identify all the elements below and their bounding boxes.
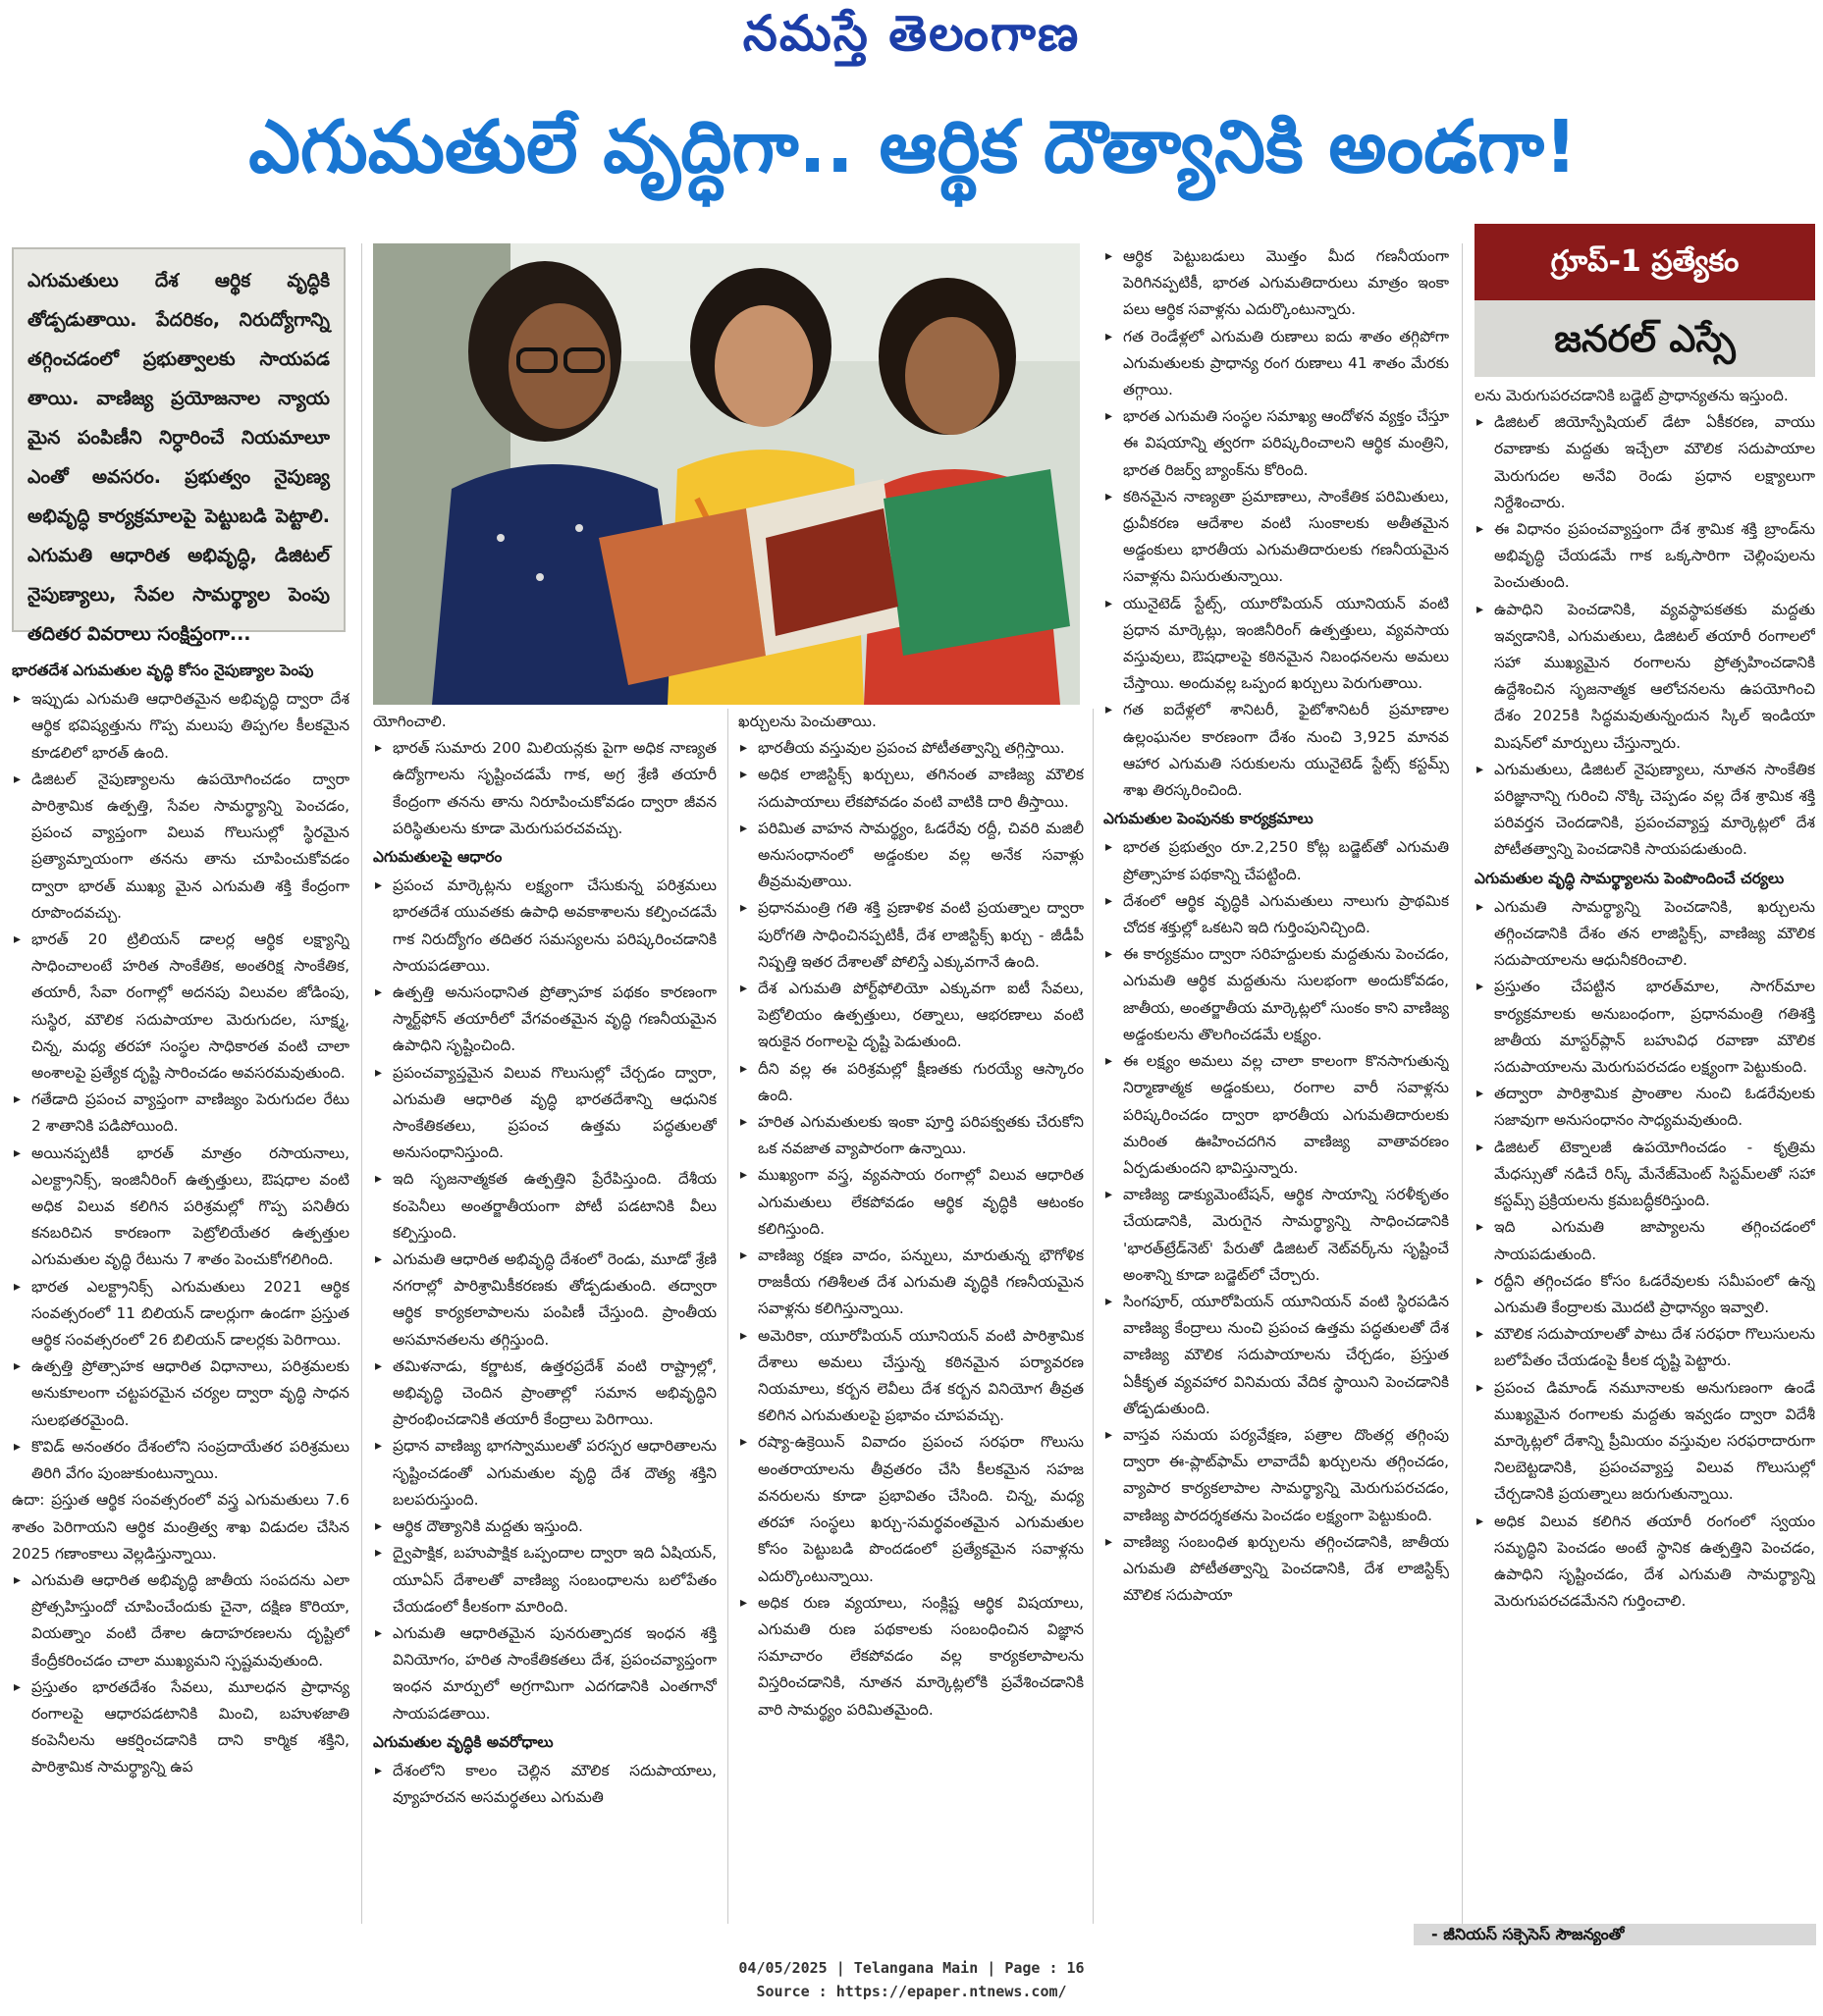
list-item: ▸ తద్వారా పారిశ్రామిక ప్రాంతాల నుంచి ఓడరేవులకు సజావుగా అనుసంధానం సాధ్యమవుతుంది. xyxy=(1474,1081,1815,1134)
students-reading-photo xyxy=(373,243,1080,705)
list-item: ▸ ఎగుమతులు, డిజిటల్ నైపుణ్యాలు, నూతన సాంకేతిక పరిజ్ఞానాన్ని గురించి నొక్కి చెప్పడం వల్ల దేశ శ్రామిక శక్తి పరివర్తన చెందడానికి, ప్రపంచవ్యాప్త మార్కెట్లలో దేశ పోటీతత్వాన్ని పెంచడానికి సాయపడుతుంది. xyxy=(1474,757,1815,864)
general-essay-badge: జనరల్ ఎస్సే xyxy=(1474,300,1815,377)
section-heading: ఎగుమతుల వృద్ధి సామర్థ్యాలను పెంపొందించే చర్యలు xyxy=(1474,869,1785,887)
section-heading: ఎగుమతులపై ఆధారం xyxy=(373,848,503,867)
column-5 xyxy=(1474,383,1815,1920)
list-item: ▸ ఇది ఎగుమతి జాప్యాలను తగ్గించడంలో సాయపడుతుంది. xyxy=(1474,1214,1815,1267)
list-item: ▸ ప్రస్తుతం చేపట్టిన భారత్‌మాల, సాగర్‌మాల కార్యక్రమాలకు అనుబంధంగా, ప్రధానమంత్రి గతిశక్తి జాతీయ మాస్టర్‌ప్లాన్ బహువిధ రవాణా మౌలిక సదుపాయాలను మెరుగుపరచడం లక్ష్యంగా పెట్టుకుంది. xyxy=(1474,974,1815,1081)
list-item: ▸ ఈ లక్ష్యం అమలు వల్ల చాలా కాలంగా కొనసాగుతున్న నిర్మాణాత్మక అడ్డంకులు, రంగాల వారీ సవాళ్లను పరిష్కరించడం ద్వారా భారతీయ ఎగుమతిదారులకు మరింత ఊహించదగిన వాణిజ్య వాతావరణం ఏర్పడుతుందని భావిస్తున్నారు. xyxy=(1103,1048,1449,1182)
article-headline: ఎగుమతులే వృద్ధిగా.. ఆర్థిక దౌత్యానికి అండగా! xyxy=(248,105,1578,189)
list-item: ▸ అధిక రుణ వ్యయాలు, సంక్లిష్ట ఆర్థిక విషయాలు, ఎగుమతి రుణ పథకాలకు సంబంధించిన విజ్ఞాన సమాచారం లేకపోవడం వల్ల కార్యకలాపాలను విస్తరించడానికి, నూతన మార్కెట్లలోకి ప్రవేశించడానికి వారి సామర్థ్యం పరిమితమైంది. xyxy=(738,1590,1084,1724)
list-item: ▸ కొవిడ్ అనంతరం దేశంలోని సంప్రదాయేతర పరిశ్రమలు తిరిగి వేగం పుంజుకుంటున్నాయి. xyxy=(12,1434,349,1487)
column-divider xyxy=(361,243,362,1924)
column-3 xyxy=(738,709,1084,1924)
list-item: ▸ దేశ ఎగుమతి పోర్ట్‌ఫోలియో ఎక్కువగా ఐటీ సేవలు, పెట్రోలియం ఉత్పత్తులు, రత్నాలు, ఆభరణాలు వంటి ఇరుకైన రంగాలపై దృష్టి పెడుతుంది. xyxy=(738,976,1084,1056)
list-item: ▸ ఎగుమతి ఆధారిత అభివృద్ధి జాతీయ సంపదను ఎలా ప్రోత్సహిస్తుందో చూపించేందుకు చైనా, దక్షిణ కొరియా, వియత్నాం వంటి దేశాల ఉదాహరణలను దృష్టిలో కేంద్రీకరించడం చాలా ముఖ్యమని స్పష్టమవుతుంది. xyxy=(12,1567,349,1674)
list-item: ▸ రష్యా-ఉక్రెయిన్ వివాదం ప్రపంచ సరఫరా గొలుసు అంతరాయాలను తీవ్రతరం చేసి కీలకమైన సహజ వనరులను కూడా ప్రభావితం చేసింది. చిన్న, మధ్య తరహా సంస్థలు ఖర్చు-సమర్థవంతమైన ఎగుమతుల కోసం పెట్టుబడి పొందడంలో ప్రత్యేకమైన సవాళ్లను ఎదుర్కొంటున్నాయి. xyxy=(738,1429,1084,1589)
footer-date-page: 04/05/2025 | Telangana Main | Page : 16 xyxy=(738,1959,1085,1977)
list-item: ▸ ముఖ్యంగా వస్త్ర, వ్యవసాయ రంగాల్లో విలువ ఆధారిత ఎగుమతులు లేకపోవడం ఆర్థిక వృద్ధికి ఆటంకం కలిగిస్తుంది. xyxy=(738,1162,1084,1243)
list-item: ▸ భారత ఎగుమతి సంస్థల సమాఖ్య ఆందోళన వ్యక్తం చేస్తూ ఈ విషయాన్ని త్వరగా పరిష్కరించాలని ఆర్థిక మంత్రిని, భారత రిజర్వ్ బ్యాంక్‌ను కోరింది. xyxy=(1103,403,1449,484)
list-item: ▸ గత రెండేళ్లలో ఎగుమతి రుణాలు ఐదు శాతం తగ్గిపోగా ఎగుమతులకు ప్రాధాన్య రంగ రుణాలు 41 శాతం మేరకు తగ్గాయి. xyxy=(1103,324,1449,404)
list-item: ▸ భారత్ సుమారు 200 మిలియన్లకు పైగా అధిక నాణ్యత ఉద్యోగాలను సృష్టించడమే గాక, అగ్ర శ్రేణి తయారీ కేంద్రంగా తనను తాను నిరూపించుకోవడం ద్వారా జీవన పరిస్థితులను కూడా మెరుగుపరచవచ్చు. xyxy=(373,735,717,842)
list-item: ▸ ప్రపంచవ్యాప్తమైన విలువ గొలుసుల్లో చేర్చడం ద్వారా, ఎగుమతి ఆధారిత వృద్ధి భారతదేశాన్ని ఆధునిక సాంకేతికతలు, ప్రపంచ ఉత్తమ పద్ధతులతో అనుసంధానిస్తుంది. xyxy=(373,1060,717,1167)
footer-source-link[interactable]: Source : https://epaper.ntnews.com/ xyxy=(756,1983,1067,2000)
list-item: ▸ భారత ఎలక్ట్రానిక్స్ ఎగుమతులు 2021 ఆర్థిక సంవత్సరంలో 11 బిలియన్ డాలర్లుగా ఉండగా ప్రస్తుత ఆర్థిక సంవత్సరంలో 26 బిలియన్ డాలర్లకు పెరిగాయి. xyxy=(12,1274,349,1354)
list-item: ▸ ఎగుమతి ఆధారితమైన పునరుత్పాదక ఇంధన శక్తి వినియోగం, హరిత సాంకేతికతలు దేశ, ప్రపంచవ్యాప్తంగా ఇంధన మార్పులో అగ్రగామిగా ఎదగడానికి ఎంతగానో సాయపడతాయి. xyxy=(373,1620,717,1727)
list-item: ▸ మౌలిక సదుపాయాలతో పాటు దేశ సరఫరా గొలుసులను బలోపేతం చేయడంపై కీలక దృష్టి పెట్టారు. xyxy=(1474,1321,1815,1374)
column-divider xyxy=(727,709,728,1924)
list-item: ▸ ఉత్పత్తి ప్రోత్సాహక ఆధారిత విధానాలు, పరిశ్రమలకు అనుకూలంగా చట్టపరమైన చర్యల ద్వారా వృద్ధి సాధన సులభతరమైంది. xyxy=(12,1353,349,1434)
list-item: ▸ డిజిటల్ జియోస్పేషియల్ డేటా ఏకీకరణ, వాయు రవాణాకు మద్దతు ఇచ్చేలా మౌలిక సదుపాయాల మెరుగుదల అనేవి రెండు ప్రధాన లక్ష్యాలుగా నిర్దేశించారు. xyxy=(1474,409,1815,516)
list-item: ▸ హరిత ఎగుమతులకు ఇంకా పూర్తి పరిపక్వతకు చేరుకోని ఒక నవజాత వ్యాపారంగా ఉన్నాయి. xyxy=(738,1109,1084,1162)
list-item: ▸ యునైటెడ్ స్టేట్స్, యూరోపియన్ యూనియన్ వంటి ప్రధాన మార్కెట్లు, ఇంజినీరింగ్ ఉత్పత్తులు, వ్యవసాయ వస్తువులు, ఔషధాలపై కఠినమైన నిబంధనలను అమలు చేస్తాయి. అందువల్ల ఒప్పంద ఖర్చులు పెరుగుతాయి. xyxy=(1103,591,1449,698)
list-item: ▸ ఉపాధిని పెంచడానికి, వ్యవస్థాపకతకు మద్దతు ఇవ్వడానికి, ఎగుమతులు, డిజిటల్ తయారీ రంగాలలో సహా ముఖ్యమైన రంగాలను ప్రోత్సహించడానికి ఉద్దేశించిన సృజనాత్మక ఆలోచనలను ఉపయోగించి దేశం 2025కి సిద్ధమవుతున్నందున స్కిల్ ఇండియా మిషన్‌లో మార్పులు చేస్తున్నారు. xyxy=(1474,597,1815,757)
column-4 xyxy=(1103,243,1449,1924)
continued-text: లను మెరుగుపరచడానికి బడ్జెట్ ప్రాధాన్యతను ఇస్తుంది. xyxy=(1474,387,1789,404)
list-item: ▸ ఎగుమతి ఆధారిత అభివృద్ధి దేశంలో రెండు, మూడో శ్రేణి నగరాల్లో పారిశ్రామికీకరణకు తోడ్పడుతుంది. తద్వారా ఆర్థిక కార్యకలాపాలను పంపిణీ చేస్తుంది. ప్రాంతీయ అసమానతలను తగ్గిస్తుంది. xyxy=(373,1247,717,1353)
list-item: ▸ అధిక విలువ కలిగిన తయారీ రంగంలో స్వయం సమృద్ధిని పెంచడం అంటే స్థానిక ఉత్పత్తిని పెంచడం, ఉపాధిని సృష్టించడం, దేశ ఎగుమతి సామర్థ్యాన్ని మెరుగుపరచడమేనని గుర్తించాలి. xyxy=(1474,1509,1815,1616)
list-item: ▸ తమిళనాడు, కర్ణాటక, ఉత్తరప్రదేశ్ వంటి రాష్ట్రాల్లో, అభివృద్ధి చెందిన ప్రాంతాల్లో సమాన అభివృద్ధిని ప్రారంభించడానికి తయారీ కేంద్రాలు పెరిగాయి. xyxy=(373,1353,717,1434)
list-item: ▸ భారతీయ వస్తువుల ప్రపంచ పోటీతత్వాన్ని తగ్గిస్తాయి. xyxy=(738,735,1084,762)
column-1 xyxy=(12,656,349,1924)
article-photo xyxy=(373,243,1080,705)
list-item: ▸ వాణిజ్య రక్షణ వాదం, పన్నులు, మారుతున్న భౌగోళిక రాజకీయ గతిశీలత దేశ ఎగుమతి వృద్ధికి గణనీయమైన సవాళ్లను కలిగిస్తున్నాయి. xyxy=(738,1243,1084,1323)
section-heading: ఎగుమతుల వృద్ధికి అవరోధాలు xyxy=(373,1732,554,1751)
column-divider xyxy=(1462,243,1463,1924)
example-paragraph: ఉదా: ప్రస్తుత ఆర్థిక సంవత్సరంలో వస్త్ర ఎగుమతులు 7.6 శాతం పెరిగాయని ఆర్థిక మంత్రిత్వ శాఖ విడుదల చేసిన 2025 గణాంకాలు వెల్లడిస్తున్నాయి. xyxy=(12,1491,349,1563)
list-item: ▸ ఈ కార్యక్రమం ద్వారా సరిహద్దులకు మద్దతును పెంచడం, ఎగుమతి ఆర్థిక మద్దతును సులభంగా అందుకోవడం, జాతీయ, అంతర్జాతీయ మార్కెట్లలో సుంకం కాని వాణిజ్య అడ్డంకులను తొలగించడమే లక్ష్యం. xyxy=(1103,941,1449,1048)
list-item: ▸ ప్రస్తుతం భారతదేశం సేవలు, మూలధన ప్రాధాన్య రంగాలపై ఆధారపడటానికి మించి, బహుళజాతి కంపెనీలను ఆకర్షించడానికి దాని కార్మిక శక్తిని, పారిశ్రామిక సామర్థ్యాన్ని ఉప xyxy=(12,1674,349,1781)
list-item: ▸ డిజిటల్ టెక్నాలజీ ఉపయోగించడం - కృత్రిమ మేధస్సుతో నడిచే రిస్క్ మేనేజ్‌మెంట్ సిస్టమ్‌లతో సహా కస్టమ్స్ ప్రక్రియలను క్రమబద్ధీకరిస్తుంది. xyxy=(1474,1135,1815,1215)
list-item: ▸ ప్రధాన వాణిజ్య భాగస్వాములతో పరస్పర ఆధారితాలను సృష్టించడంతో ఎగుమతుల వృద్ధి దేశ దౌత్య శక్తిని బలపరుస్తుంది. xyxy=(373,1433,717,1513)
list-item: ▸ ప్రపంచ డిమాండ్ నమూనాలకు అనుగుణంగా ఉండే ముఖ్యమైన రంగాలకు మద్దతు ఇవ్వడం ద్వారా విదేశీ మార్కెట్లలో దేశాన్ని ప్రీమియం వస్తువుల సరఫరాదారుగా నిలబెట్టడానికి, ప్రపంచవ్యాప్త విలువ గొలుసుల్లో చేర్చడానికి ప్రయత్నాలు జరుగుతున్నాయి. xyxy=(1474,1375,1815,1509)
continued-text: ఖర్చులను పెంచుతాయి. xyxy=(738,713,877,730)
list-item: ▸ ఎగుమతి సామర్థ్యాన్ని పెంచడానికి, ఖర్చులను తగ్గించడానికి దేశం తన లాజిస్టిక్స్, వాణిజ్య మౌలిక సదుపాయాలను ఆధునీకరించాలి. xyxy=(1474,894,1815,975)
list-item: ▸ కఠినమైన నాణ్యతా ప్రమాణాలు, సాంకేతిక పరిమితులు, ధ్రువీకరణ ఆదేశాల వంటి సుంకాలకు అతీతమైన అడ్డంకులు భారతీయ ఎగుమతిదారులకు గణనీయమైన సవాళ్లను విసురుతున్నాయి. xyxy=(1103,484,1449,591)
list-item: ▸ రద్దీని తగ్గించడం కోసం ఓడరేవులకు సమీపంలో ఉన్న ఎగుమతి కేంద్రాలకు మొదటి ప్రాధాన్యం ఇవ్వాలి. xyxy=(1474,1268,1815,1321)
list-item: ▸ ప్రపంచ మార్కెట్లను లక్ష్యంగా చేసుకున్న పరిశ్రమలు భారతదేశ యువతకు ఉపాధి అవకాశాలను కల్పించడమే గాక నిరుద్యోగం తదితర సమస్యలను పరిష్కరించడానికి సాయపడతాయి. xyxy=(373,873,717,980)
list-item: ▸ ప్రధానమంత్రి గతి శక్తి ప్రణాళిక వంటి ప్రయత్నాల ద్వారా పురోగతి సాధించినప్పటికీ, దేశ లాజిస్టిక్స్ ఖర్చు - జీడీపీ నిష్పత్తి ఇతర దేశాలతో పోలిస్తే ఎక్కువగానే ఉంది. xyxy=(738,895,1084,976)
section-heading: ఎగుమతుల పెంపునకు కార్యక్రమాలు xyxy=(1103,810,1314,828)
list-item: ▸ గతేడాది ప్రపంచ వ్యాప్తంగా వాణిజ్యం పెరుగుదల రేటు 2 శాతానికి పడిపోయింది. xyxy=(12,1087,349,1140)
section-heading: భారతదేశ ఎగుమతుల వృద్ధి కోసం నైపుణ్యాల పెంపు xyxy=(12,662,314,679)
list-item: ▸ ద్వైపాక్షిక, బహుపాక్షిక ఒప్పందాల ద్వారా ఇది ఏషియన్, యూఏస్ దేశాలతో వాణిజ్య సంబంధాలను బలోపేతం చేయడంలో కీలకంగా మారింది. xyxy=(373,1540,717,1620)
list-item: ▸ గత ఐదేళ్లలో శానిటరీ, ఫైటోశానిటరీ ప్రమాణాల ఉల్లంఘనల కారణంగా దేశం నుంచి 3,925 మానవ ఆహార ఎగుమతి సరుకులను యునైటెడ్ స్టేట్స్ కస్టమ్స్ శాఖ తిరస్కరించింది. xyxy=(1103,697,1449,804)
list-item: ▸ దేశంలో ఆర్థిక వృద్ధికి ఎగుమతులు నాలుగు ప్రాథమిక చోదక శక్తుల్లో ఒకటని ఇది గుర్తింపునిచ్చింది. xyxy=(1103,888,1449,941)
list-item: ▸ ఇది సృజనాత్మకత ఉత్పత్తిని ప్రేరేపిస్తుంది. దేశీయ కంపెనీలు అంతర్జాతీయంగా పోటీ పడటానికి వీలు కల్పిస్తుంది. xyxy=(373,1166,717,1247)
list-item: ▸ వాణిజ్య సంబంధిత ఖర్చులను తగ్గించడానికి, జాతీయ ఎగుమతి పోటీతత్వాన్ని పెంచడానికి, దేశ లాజిస్టిక్స్ మౌలిక సదుపాయా xyxy=(1103,1529,1449,1610)
list-item: ▸ ఆర్థిక దౌత్యానికి మద్దతు ఇస్తుంది. xyxy=(373,1513,717,1540)
list-item: ▸ అయినప్పటికీ భారత్ మాత్రం రసాయనాలు, ఎలక్ట్రానిక్స్, ఇంజినీరింగ్ ఉత్పత్తులు, ఔషధాల వంటి అధిక విలువ కలిగిన పరిశ్రమల్లో గొప్ప పనితీరు కనబరిచిన కారణంగా పెట్రోలియేతర ఉత్పత్తుల ఎగుమతుల వృద్ధి రేటును 7 శాతం పెంచుకోగలిగింది. xyxy=(12,1141,349,1274)
masthead-logo: నమస్తే తెలంగాణ xyxy=(742,4,1081,62)
list-item: ▸ ఆర్థిక పెట్టుబడులు మొత్తం మీద గణనీయంగా పెరిగినప్పటికీ, భారత ఎగుమతిదారులు మాత్రం ఇంకా పలు ఆర్థిక సవాళ్లను ఎదుర్కొంటున్నారు. xyxy=(1103,243,1449,324)
list-item: ▸ ఈ విధానం ప్రపంచవ్యాప్తంగా దేశ శ్రామిక శక్తి బ్రాండ్‌ను అభివృద్ధి చేయడమే గాక ఒక్కసారిగా చెల్లింపులను పెంచుతుంది. xyxy=(1474,516,1815,597)
list-item: ▸ ఇప్పుడు ఎగుమతి ఆధారితమైన అభివృద్ధి ద్వారా దేశ ఆర్థిక భవిష్యత్తును గొప్ప మలుపు తిప్పగల కీలకమైన కూడలిలో భారత్ ఉంది. xyxy=(12,686,349,767)
continued-text: యోగించాలి. xyxy=(373,713,447,730)
list-item: ▸ పరిమిత వాహన సామర్థ్యం, ఓడరేవు రద్దీ, చివరి మజిలీ అనుసంధానంలో అడ్డంకుల వల్ల అనేక సవాళ్లు తీవ్రమవుతాయి. xyxy=(738,816,1084,896)
list-item: ▸ వాణిజ్య డాక్యుమెంటేషన్, ఆర్థిక సాయాన్ని సరళీకృతం చేయడానికి, మెరుగైన సామర్థ్యాన్ని సాధించడానికి 'భారత్‌ట్రేడ్‌నెట్' పేరుతో డిజిటల్ నెట్‌వర్క్‌ను సృష్టించే అంశాన్ని కూడా బడ్జెట్‌లో చేర్చారు. xyxy=(1103,1182,1449,1289)
list-item: ▸ సింగపూర్, యూరోపియన్ యూనియన్ వంటి స్థిరపడిన వాణిజ్య కేంద్రాలు నుంచి ప్రపంచ ఉత్తమ పద్ధతులతో దేశ వాణిజ్య మౌలిక సదుపాయాలను చేర్చడం, ప్రస్తుత ఏకీకృత వ్యవహార వినిమయ వేదిక స్థాయిని పెంచడానికి తోడ్పడుతుంది. xyxy=(1103,1289,1449,1422)
list-item: ▸ అమెరికా, యూరోపియన్ యూనియన్ వంటి పారిశ్రామిక దేశాలు అమలు చేస్తున్న కఠినమైన పర్యావరణ నియమాలు, కర్బన లెవీలు దేశ కర్బన వినియోగ తీవ్రత కలిగిన ఎగుమతులపై ప్రభావం చూపవచ్చు. xyxy=(738,1323,1084,1430)
list-item: ▸ డిజిటల్ నైపుణ్యాలను ఉపయోగించడం ద్వారా పారిశ్రామిక ఉత్పత్తి, సేవల సామర్థ్యాన్ని పెంచడం, ప్రపంచ వ్యాప్తంగా విలువ గొలుసుల్లో స్థిరమైన ప్రత్యామ్నాయంగా తనను తాను చూపించుకోవడం ద్వారా భారత్ ముఖ్య మైన ఎగుమతి శక్తి కేంద్రంగా రూపొందవచ్చు. xyxy=(12,767,349,927)
list-item: ▸ దేశంలోని కాలం చెల్లిన మౌలిక సదుపాయాలు, వ్యూహరచన అసమర్థతలు ఎగుమతి xyxy=(373,1758,717,1811)
list-item: ▸ అధిక లాజిస్టిక్స్ ఖర్చులు, తగినంత వాణిజ్య మౌలిక సదుపాయాలు లేకపోవడం వంటి వాటికి దారి తీస్తాయి. xyxy=(738,762,1084,815)
group1-special-badge: గ్రూప్-1 ప్రత్యేకం xyxy=(1474,224,1815,300)
list-item: ▸ వాస్తవ సమయ పర్యవేక్షణ, పత్రాల దొంతర్ల తగ్గింపు ద్వారా ఈ-ప్లాట్‌ఫామ్ లావాదేవీ ఖర్చులను తగ్గించడం, వ్యాపార కార్యకలాపాల సామర్థ్యాన్ని మెరుగుపరచడం, వాణిజ్య పారదర్శకతను పెంచడం లక్ష్యంగా పెట్టుకుంది. xyxy=(1103,1422,1449,1529)
list-item: ▸ భారత్ 20 ట్రిలియన్ డాలర్ల ఆర్థిక లక్ష్యాన్ని సాధించాలంటే హరిత సాంకేతిక, అంతరిక్ష సాంకేతిక, తయారీ, సేవా రంగాల్లో అదనపు విలువల జోడింపు, సుస్థిర, మౌలిక సదుపాయాల మెరుగుదల, సూక్ష్మ, చిన్న, మధ్య తరహా సంస్థల సాధికారత వంటి చాలా అంశాలపై ప్రత్యేక దృష్టి సారించడం అవసరమవుతుంది. xyxy=(12,927,349,1087)
byline: - జీనియస్ సక్సెసెస్ సౌజన్యంతో xyxy=(1414,1924,1816,1945)
list-item: ▸ భారత ప్రభుత్వం రూ.2,250 కోట్ల బడ్జెట్‌తో ఎగుమతి ప్రోత్సాహక పథకాన్ని చేపట్టింది. xyxy=(1103,834,1449,887)
list-item: ▸ దీని వల్ల ఈ పరిశ్రమల్లో క్షీణతకు గురయ్యే ఆస్కారం ఉంది. xyxy=(738,1056,1084,1109)
column-2 xyxy=(373,709,717,1924)
column-divider xyxy=(1093,709,1094,1924)
list-item: ▸ ఉత్పత్తి అనుసంధానిత ప్రోత్సాహక పథకం కారణంగా స్మార్ట్‌ఫోన్ తయారీలో వేగవంతమైన వృద్ధి గణనీయమైన ఉపాధిని సృష్టించింది. xyxy=(373,980,717,1060)
lede-summary-box: ఎగుమతులు దేశ ఆర్థిక వృద్ధికి తోడ్పడుతాయి. పేదరికం, నిరుద్యోగాన్ని తగ్గించడంలో ప్రభుత్వాలకు సాయపడ తాయి. వాణిజ్య ప్రయోజనాల న్యాయ మైన పంపిణీని నిర్ధారించే నియమాలూ ఎంతో అవసరం. ప్రభుత్వం నైపుణ్య అభివృద్ధి కార్యక్రమాలపై పెట్టుబడి పెట్టాలి. ఎగుమతి ఆధారిత అభివృద్ధి, డిజిటల్ నైపుణ్యాలు, సేవల సామర్థ్యాల పెంపు తదితర వివరాలు సంక్షిప్తంగా... xyxy=(12,247,346,632)
